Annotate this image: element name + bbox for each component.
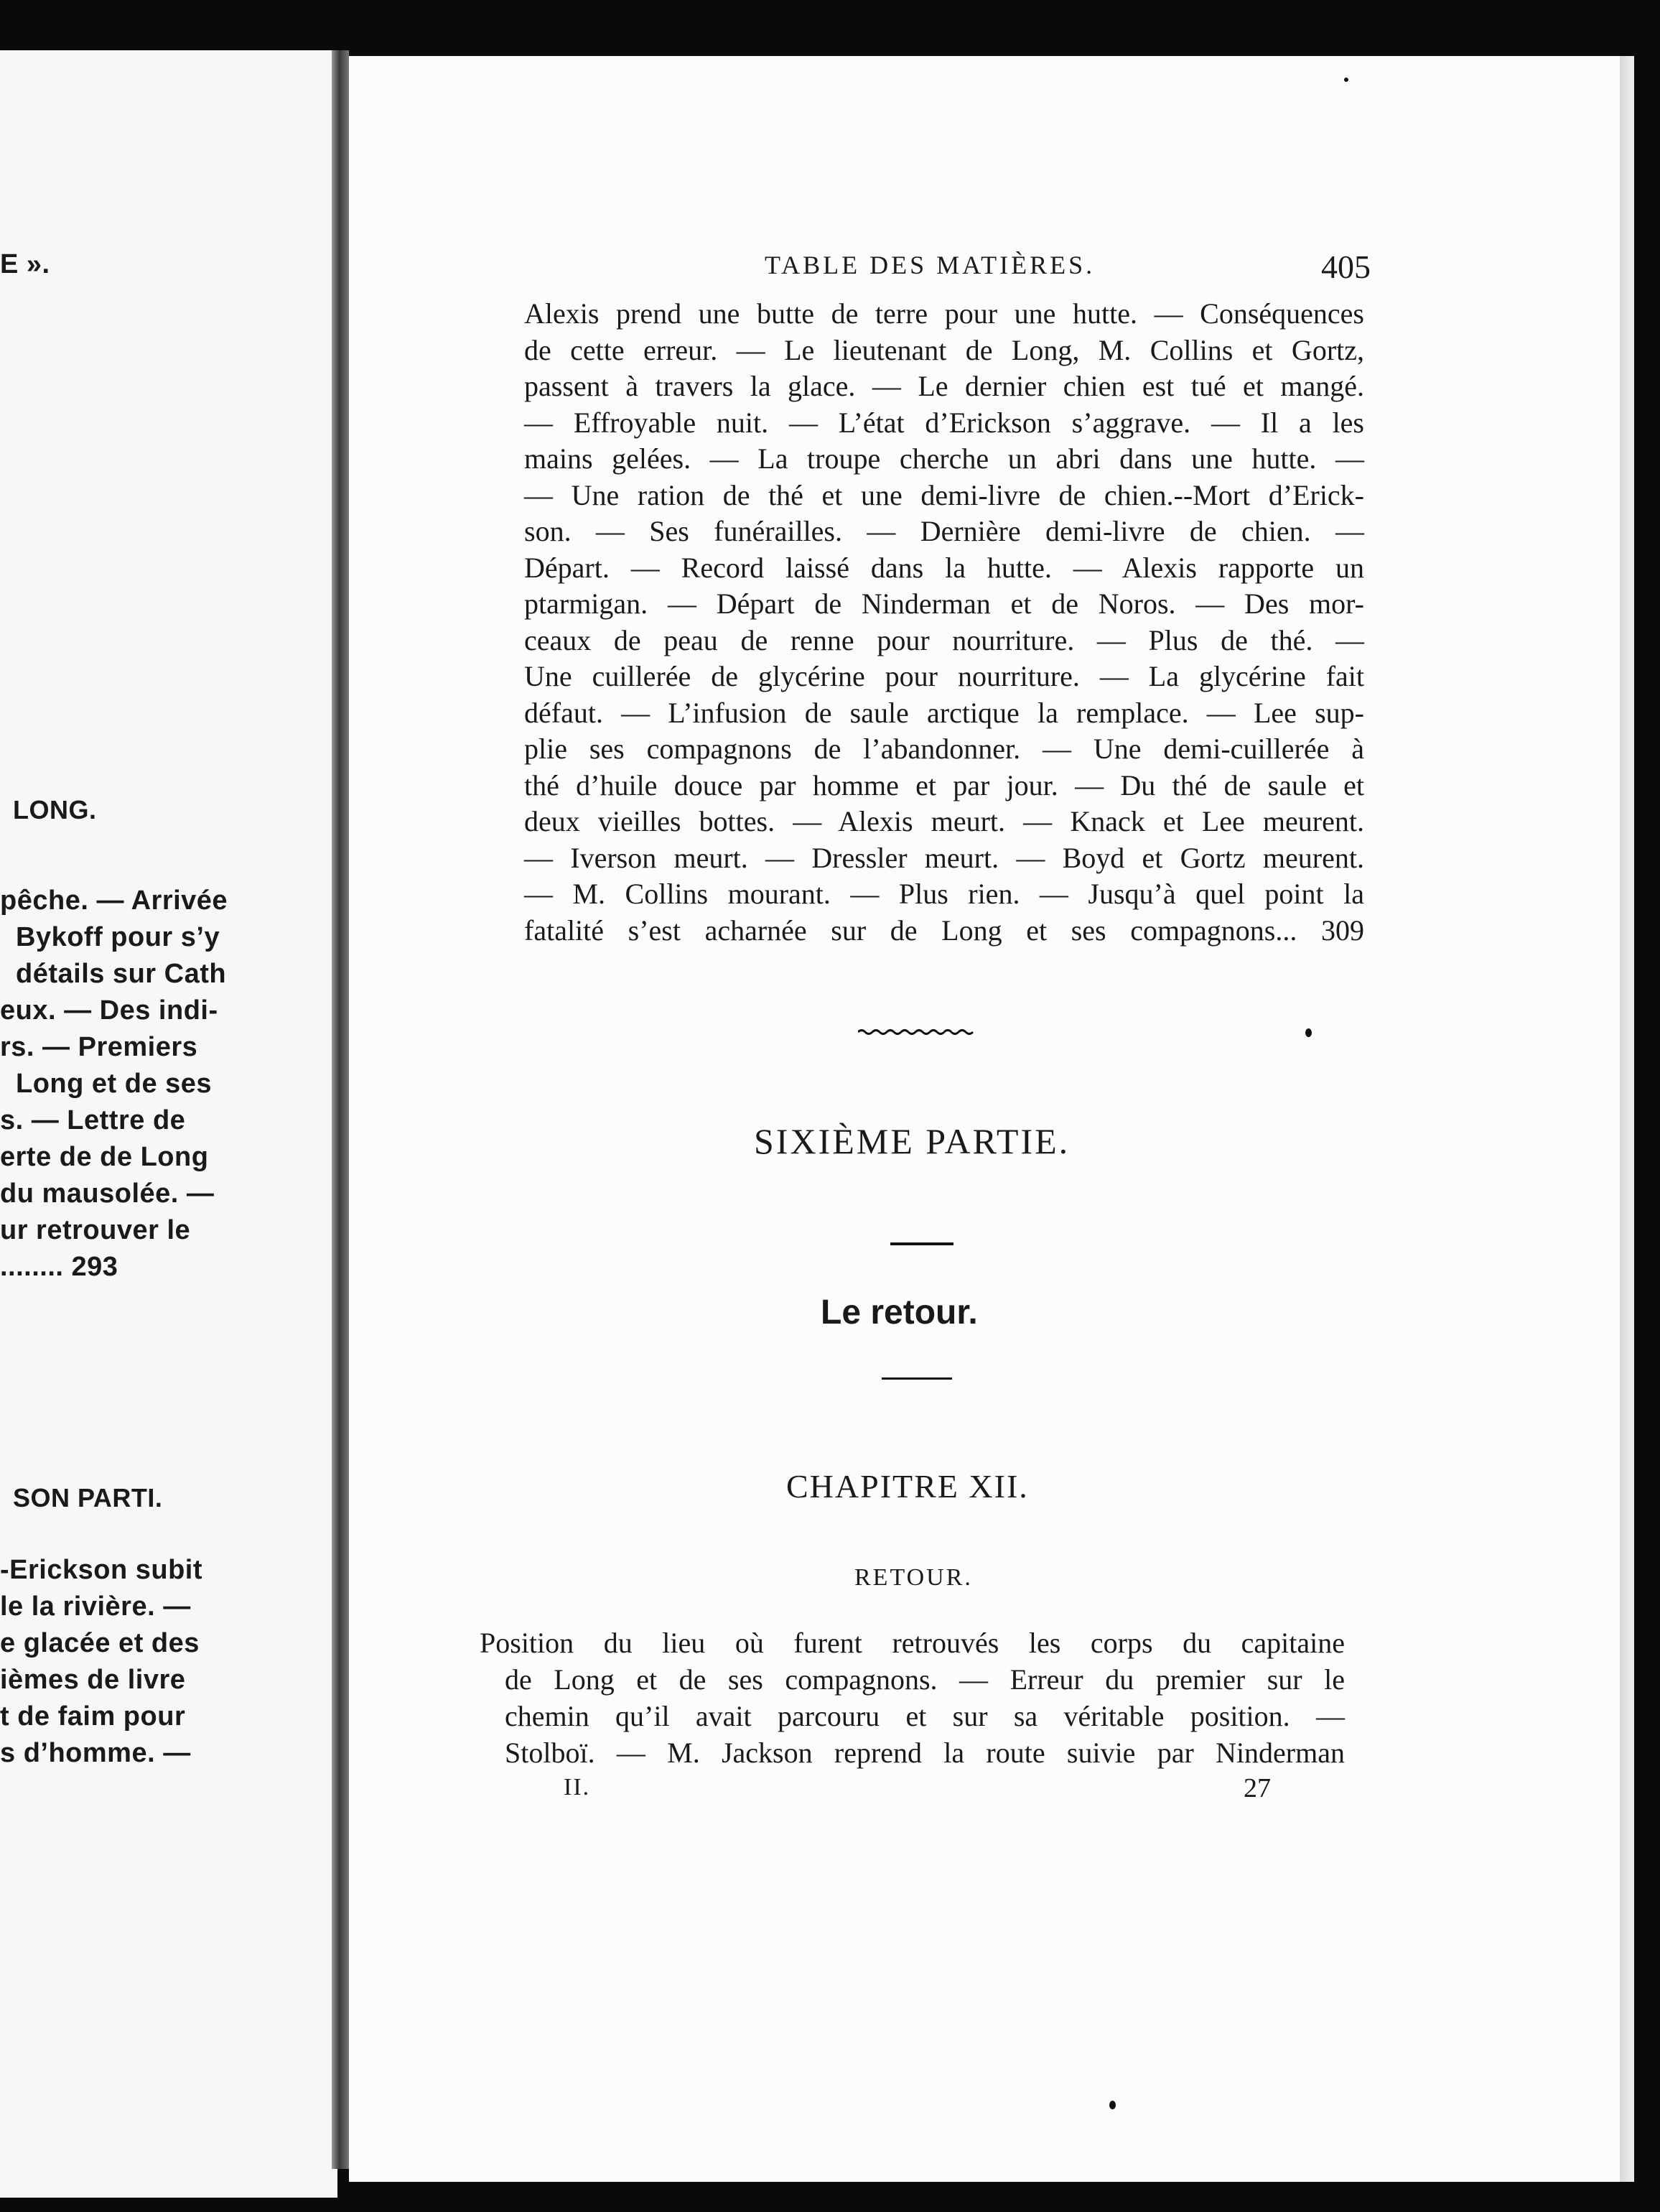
toc-line: ptarmigan. — Départ de Ninderman et de Noros. — Des mor- [524,587,1364,620]
ink-speck [1305,1028,1312,1037]
ink-speck [1344,78,1348,82]
left-page-line: E ». [0,249,50,279]
page-edge [1620,56,1634,2182]
book-spine [332,50,349,2169]
left-page-fragment [0,50,337,2198]
chapter-subtitle: RETOUR. [854,1564,973,1591]
left-page-line: erte de de Long [0,1142,209,1172]
toc-entry-text [524,296,1364,949]
toc-line: thé d’huile douce par homme et par jour. — Du thé de saule et [524,768,1364,801]
toc-line: passent à travers la glace. — Le dernier chien est tué et mangé. [524,370,1364,402]
ornament-divider [858,1027,976,1037]
folio-number: 27 [1244,1773,1271,1803]
rule-lower [882,1377,952,1380]
chapter-title: CHAPITRE XII. [786,1468,1029,1505]
toc-line: Une cuillerée de glycérine pour nourriture. — La glycérine fait [524,660,1364,692]
left-page-line: s. — Lettre de [0,1105,186,1135]
running-head: TABLE DES MATIÈRES. [765,251,1096,279]
chapter-summary-line: Position du lieu où furent retrouvés les corps du capitaine [480,1627,1345,1659]
left-page-line: LONG. [13,795,97,824]
ink-speck [1109,2101,1116,2109]
chapter-summary [480,1625,1345,1771]
left-page-line: pêche. — Arrivée [0,886,228,916]
chapter-summary-line: chemin qu’il avait parcouru et sur sa véritable position. — [505,1700,1345,1732]
signature-mark: II. [564,1774,591,1800]
toc-line: deux vieilles bottes. — Alexis meurt. — Knack et Lee meurent. [524,805,1364,837]
left-page-line: t de faim pour [0,1701,186,1732]
toc-line: de cette erreur. — Le lieutenant de Long, M. Collins et Gortz, [524,333,1364,366]
toc-line: son. — Ses funérailles. — Dernière demi-livre de chien. — [524,515,1364,547]
rule-upper [890,1242,953,1245]
part-title: SIXIÈME PARTIE. [754,1121,1071,1161]
page-number: 405 [1321,248,1371,285]
left-page-line: ièmes de livre [0,1665,186,1695]
chapter-summary-line: Stolboï. — M. Jackson reprend la route suivie par Ninderman [505,1737,1345,1769]
left-page-line: rs. — Premiers [0,1032,198,1062]
toc-line: plie ses compagnons de l’abandonner. — Une demi-cuillerée à [524,733,1364,765]
left-page-line: -Erickson subit [0,1555,202,1585]
left-page-line: le la rivière. — [0,1591,191,1622]
left-page-line: ........ 293 [0,1252,118,1282]
left-page-line: Bykoff pour s’y [16,922,220,952]
section-title: Le retour. [821,1293,978,1332]
toc-line: Départ. — Record laissé dans la hutte. — Alexis rapporte un [524,551,1364,584]
toc-line: ceaux de peau de renne pour nourriture. — Plus de thé. — [524,623,1364,656]
left-page-line: SON PARTI. [13,1483,163,1512]
left-page-line: du mausolée. — [0,1179,215,1209]
left-page-line: Long et de ses [16,1069,213,1099]
left-page-line: détails sur Cath [16,959,227,989]
toc-line: mains gelées. — La troupe cherche un abri dans une hutte. — [524,442,1364,475]
left-page-line: s d’homme. — [0,1738,191,1768]
toc-line: — Effroyable nuit. — L’état d’Erickson s’aggrave. — Il a les [524,406,1364,439]
toc-line: fatalité s’est acharnée sur de Long et ses compagnons... 309 [524,914,1364,947]
toc-line: — M. Collins mourant. — Plus rien. — Jusqu’à quel point la [524,878,1364,910]
chapter-summary-line: de Long et de ses compagnons. — Erreur du premier sur le [505,1663,1345,1696]
toc-line: — Une ration de thé et une demi-livre de chien.--Mort d’Erick- [524,478,1364,511]
toc-line: défaut. — L’infusion de saule arctique la remplace. — Lee sup- [524,696,1364,729]
toc-line: Alexis prend une butte de terre pour une hutte. — Conséquences [524,297,1364,330]
left-page-line: eux. — Des indi- [0,995,218,1026]
toc-line: — Iverson meurt. — Dressler meurt. — Boyd et Gortz meurent. [524,841,1364,874]
left-page-line: ur retrouver le [0,1215,191,1245]
left-page-line: e glacée et des [0,1628,200,1658]
